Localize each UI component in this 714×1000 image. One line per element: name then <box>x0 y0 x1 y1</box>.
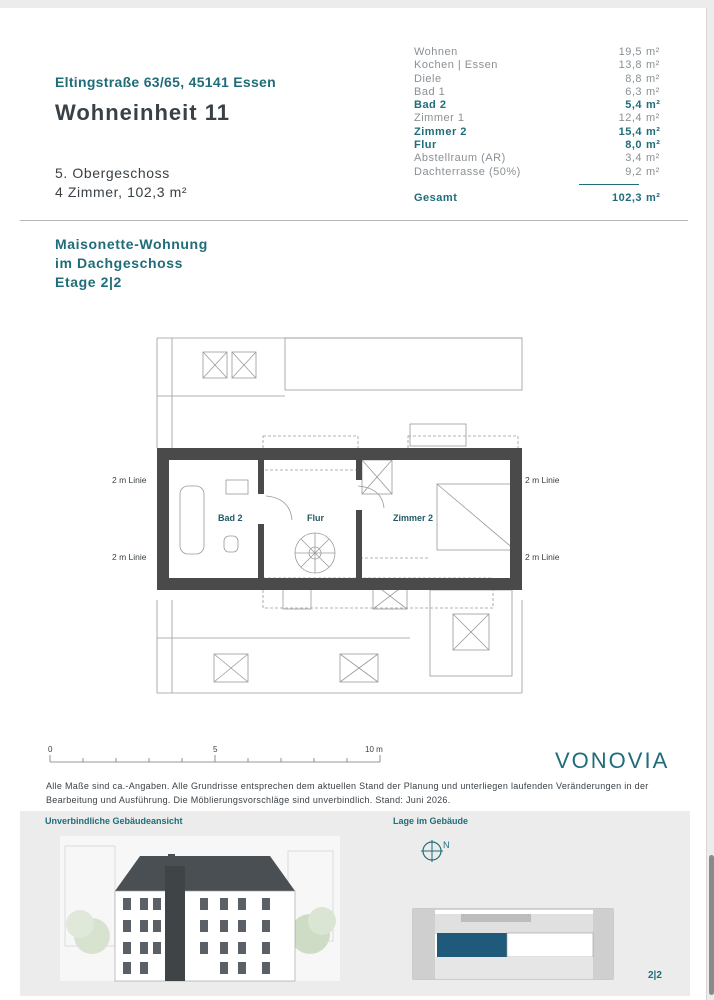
area-row <box>414 112 674 125</box>
area-unit: m² <box>646 46 660 58</box>
area-table <box>414 46 674 204</box>
line-label-left-bottom: 2 m Linie <box>112 552 147 562</box>
scale-bar <box>45 743 390 771</box>
room-label-bad2: Bad 2 <box>218 513 243 523</box>
total-unit: m² <box>646 192 661 204</box>
total-label: Gesamt <box>414 192 458 204</box>
maisonette-line-1: Maisonette-Wohnung <box>55 236 208 252</box>
bottom-panel <box>20 811 690 996</box>
building-view-title: Unverbindliche Gebäudeansicht <box>45 816 183 826</box>
area-unit: m² <box>646 85 660 98</box>
location-map <box>413 909 613 979</box>
area-value: 6,3 <box>625 85 642 98</box>
area-total-row <box>414 192 674 206</box>
location-title: Lage im Gebäude <box>393 816 469 826</box>
area-value: 15,4 <box>618 125 642 138</box>
floor-label: 5. Obergeschoss <box>55 165 170 181</box>
area-value: 9,2 <box>625 165 642 178</box>
area-row <box>414 59 674 72</box>
area-row <box>414 139 674 152</box>
page-number: 2|2 <box>648 970 662 981</box>
scrollbar[interactable] <box>709 855 714 995</box>
area-value: 12,4 <box>618 112 642 125</box>
area-unit: m² <box>646 112 660 125</box>
expose-page <box>0 8 707 1000</box>
area-unit: m² <box>646 72 660 85</box>
total-divider <box>579 184 639 185</box>
maisonette-line-3: Etage 2|2 <box>55 274 122 290</box>
area-unit: m² <box>646 152 660 165</box>
vonovia-logo: VONOVIA <box>555 748 670 773</box>
scale-tick-5: 5 <box>213 745 218 754</box>
area-unit: m² <box>646 165 660 178</box>
area-name: Bad 1 <box>414 85 446 98</box>
area-row <box>414 99 674 112</box>
disclaimer-note: Alle Maße sind ca.-Angaben. Alle Grundrisse entsprechen dem aktuellen Stand der Planung und unterliegen laufenden Veränderungen in der Bearbeitung und Ausführung. Die Möblierungsvorschläge sind unverbindlich. Stand: Juni 2026. <box>46 781 649 805</box>
floor-plan <box>100 338 560 700</box>
area-value: 19,5 <box>618 46 642 58</box>
scale-tick-0: 0 <box>48 745 53 754</box>
area-name: Zimmer 2 <box>414 125 467 138</box>
line-label-left-top: 2 m Linie <box>112 475 147 485</box>
area-unit: m² <box>646 99 661 112</box>
area-unit: m² <box>646 139 661 152</box>
area-unit: m² <box>646 125 661 138</box>
area-name: Abstellraum (AR) <box>414 152 506 165</box>
maisonette-line-2: im Dachgeschoss <box>55 255 184 271</box>
area-value: 5,4 <box>625 99 642 112</box>
walls <box>157 448 522 590</box>
area-name: Zimmer 1 <box>414 112 465 125</box>
line-label-right-top: 2 m Linie <box>525 475 560 485</box>
area-value: 3,4 <box>625 152 642 165</box>
area-value: 8,8 <box>625 72 642 85</box>
compass-icon <box>420 839 444 863</box>
area-name: Diele <box>414 72 442 85</box>
area-row <box>414 86 674 99</box>
area-name: Kochen | Essen <box>414 59 498 72</box>
area-value: 13,8 <box>618 59 642 72</box>
address: Eltingstraße 63/65, 45141 Essen <box>55 74 276 90</box>
area-unit: m² <box>646 59 660 72</box>
room-label-flur: Flur <box>307 513 324 523</box>
area-name: Wohnen <box>414 46 458 58</box>
unit-location-marker <box>437 933 507 957</box>
scale-tick-10: 10 m <box>365 745 383 754</box>
room-label-zimmer2: Zimmer 2 <box>393 513 434 523</box>
area-row <box>414 73 674 86</box>
total-value: 102,3 <box>611 192 642 204</box>
area-name: Dachterrasse (50%) <box>414 165 521 178</box>
rooms-summary: 4 Zimmer, 102,3 m² <box>55 184 188 200</box>
north-label: N <box>443 840 450 850</box>
area-value: 8,0 <box>625 139 642 152</box>
area-row <box>414 166 674 179</box>
line-label-right-bottom: 2 m Linie <box>525 552 560 562</box>
building-elevation <box>60 836 340 981</box>
area-row <box>414 126 674 139</box>
unit-title: Wohneinheit 11 <box>55 100 230 125</box>
section-divider <box>20 220 688 221</box>
area-name: Flur <box>414 139 437 152</box>
area-row <box>414 46 674 59</box>
area-row <box>414 152 674 165</box>
area-name: Bad 2 <box>414 99 447 112</box>
